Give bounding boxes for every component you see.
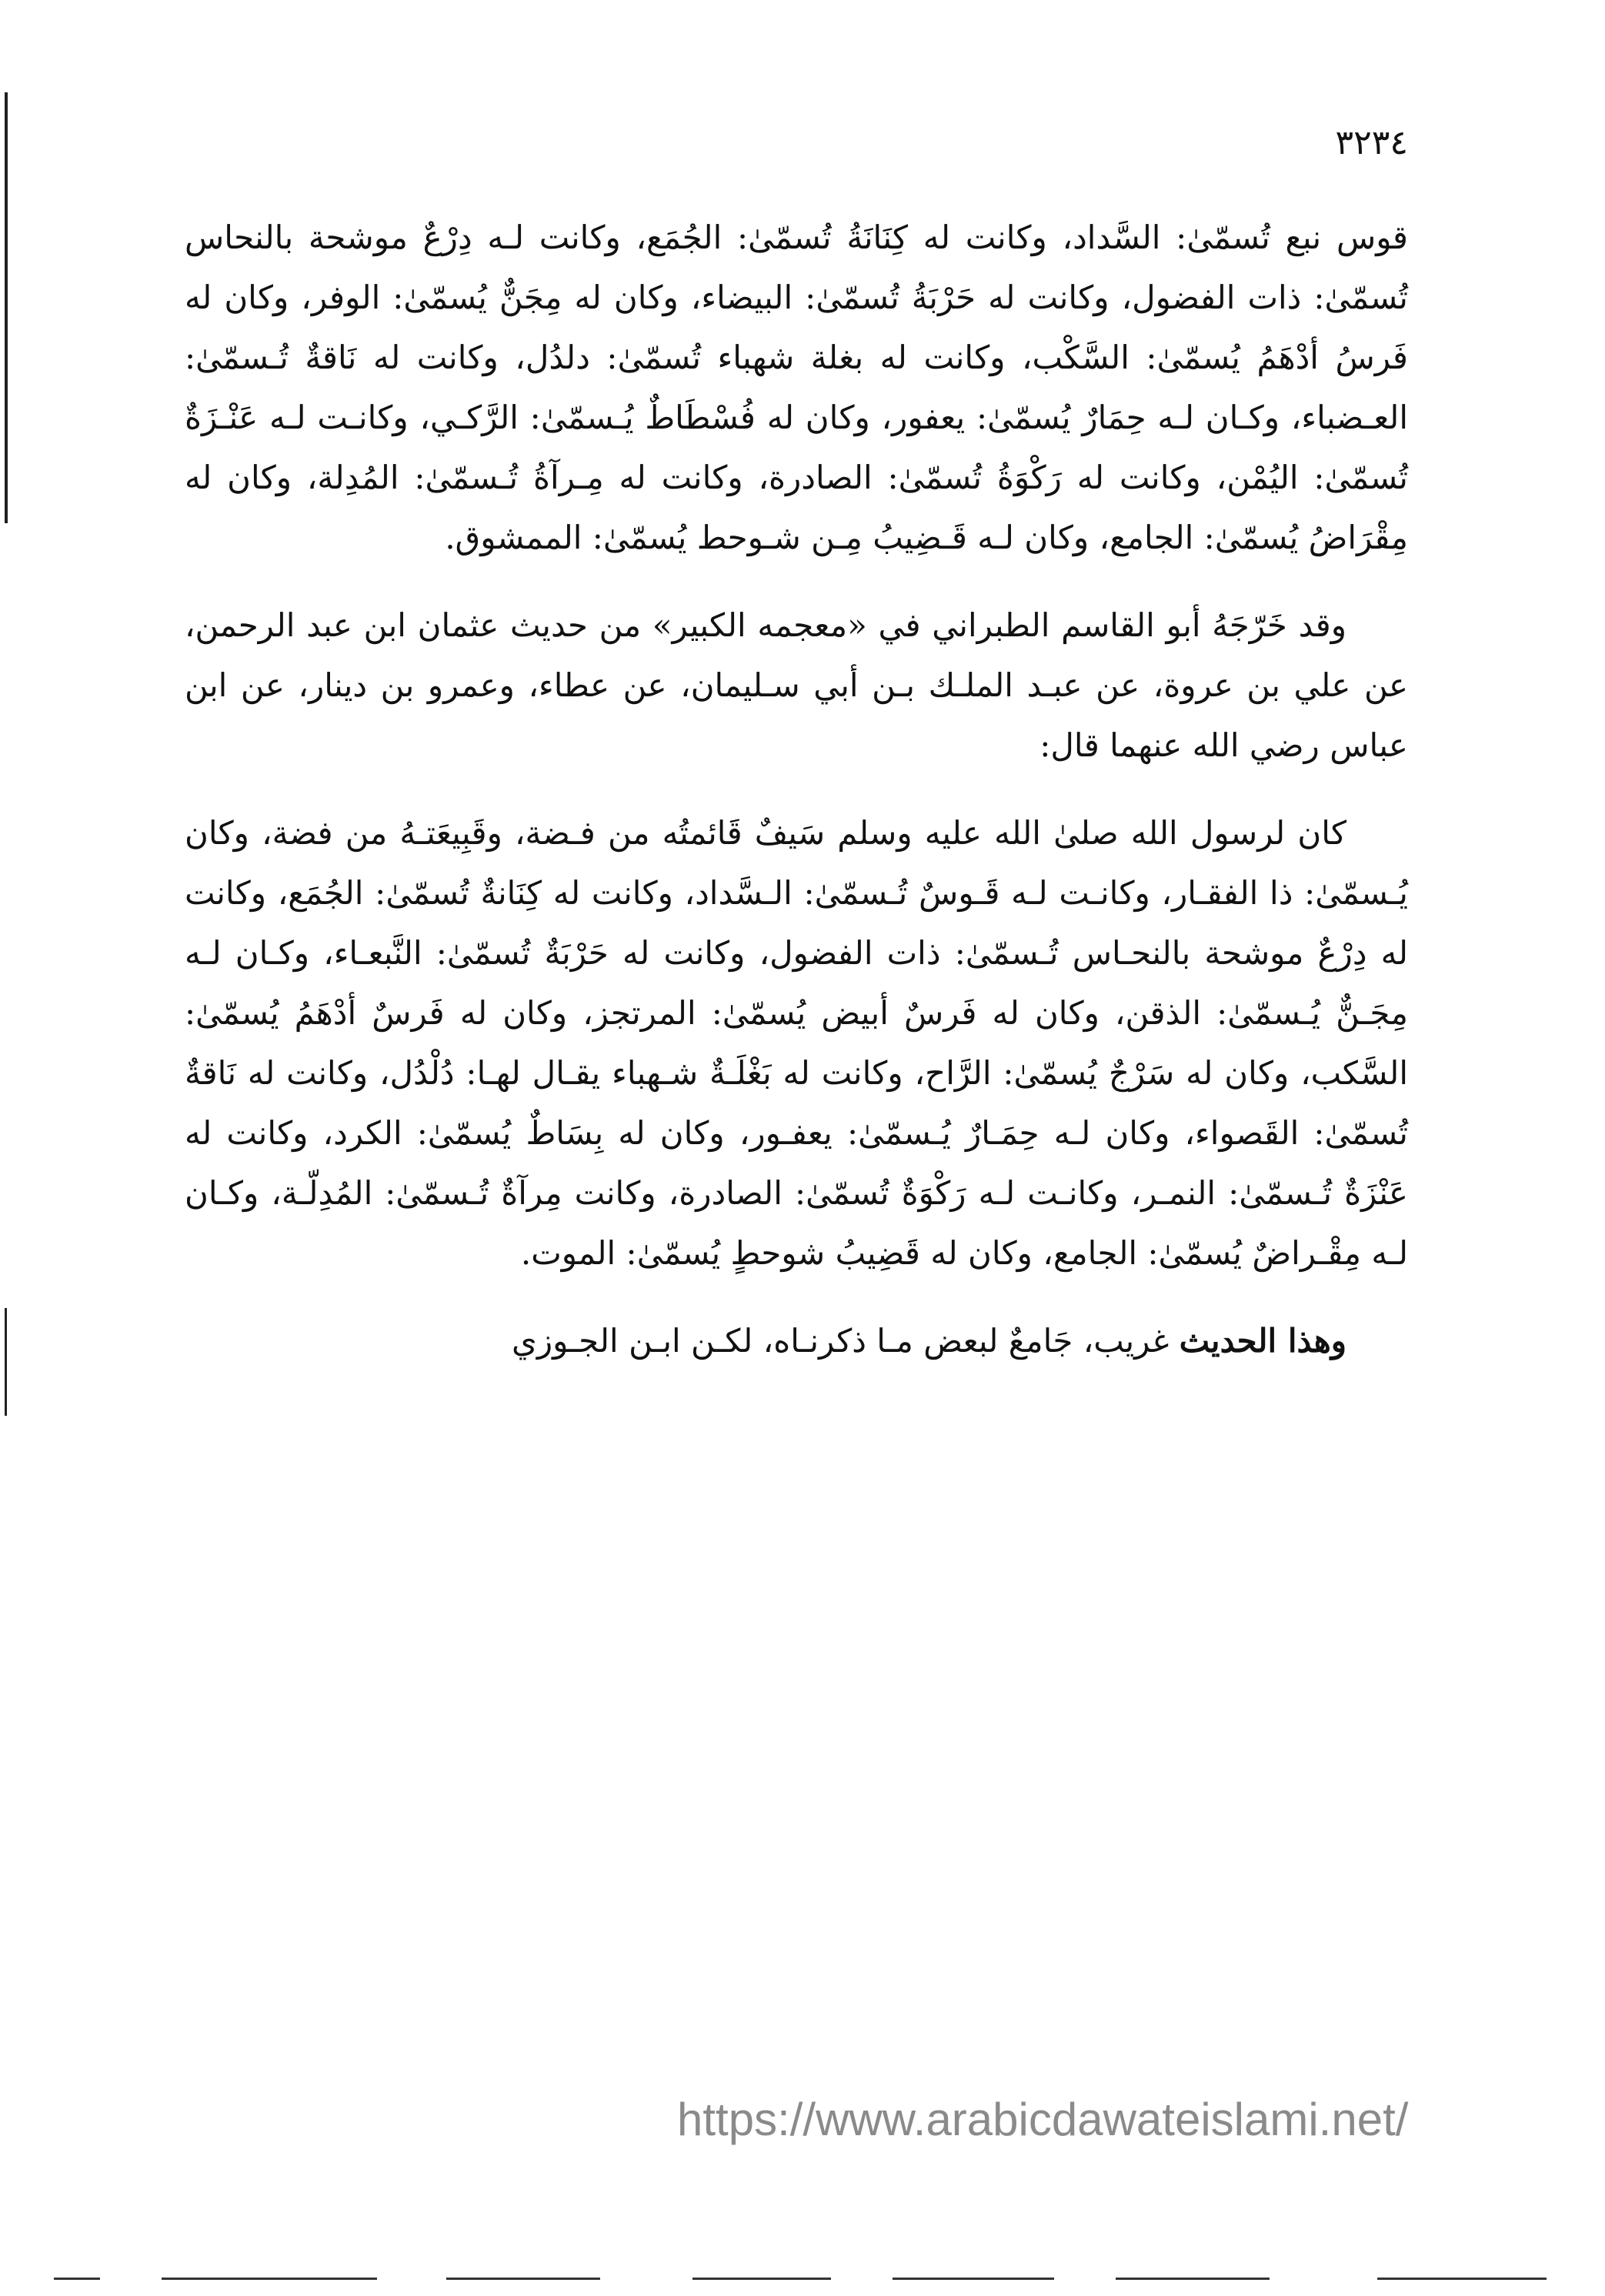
- scan-edge-mark: [5, 1308, 7, 1416]
- bottom-rule: [1377, 2278, 1547, 2280]
- bottom-rule: [446, 2278, 600, 2280]
- paragraph-rest: غريب، جَامعٌ لبعض مـا ذكرنـاه، لكـن ابـن الجـوزي: [511, 1322, 1180, 1360]
- bottom-rule: [54, 2278, 100, 2280]
- bottom-rule: [893, 2278, 1054, 2280]
- paragraph-2: وقد خَرّجَهُ أبو القاسم الطبراني في «معجمه الكبير» من حديث عثمان ابن عبد الرحمن، عن علي بن عروة، عن عبـد الملـك بـن أبي سـليمان، عن عطاء، وعمرو بن دينار، عن ابن عباس رضي الله عنهما قال:: [185, 606, 1408, 764]
- paragraph-1: قوس نبع تُسمّىٰ: السَّداد، وكانت له كِنَانَةُ تُسمّىٰ: الجُمَع، وكانت لـه دِرْعٌ موشحة بالنحاس تُسمّىٰ: ذات الفضول، وكانت له حَرْبَةُ تُسمّىٰ: البيضاء، وكان له مِجَنٌّ يُسمّىٰ: الوفر، وكان له فَرسُ أدْهَمُ يُسمّىٰ: السَّكْب، وكانت له بغلة شهباء تُسمّىٰ: دلدُل، وكانت له نَاقةٌ تُـسمّىٰ: العـضباء، وكـان لـه حِمَارٌ يُسمّىٰ: يعفور، وكان له فُسْطَاطٌ يُـسمّىٰ: الرَّكـي، وكانـت لـه عَنْـزَةٌ تُسمّىٰ: اليُمْن، وكانت له رَكْوَةُ تُسمّىٰ: الصادرة، وكانت له مِـرآةُ تُـسمّىٰ: المُدِلة، وكان له مِقْرَاضُ يُسمّىٰ: الجامع، وكان لـه قَـضِيبُ مِـن شـوحط يُسمّىٰ: الممشوق.: [185, 219, 1408, 556]
- page-number: ٣٢٣٤: [1335, 123, 1408, 162]
- paragraph-3: كان لرسول الله صلىٰ الله عليه وسلم سَيفٌ قَائمتُه من فـضة، وقَبِيعَتـهُ من فضة، وكان يُـسمّىٰ: ذا الفقـار، وكانـت لـه قَـوسٌ تُـسمّىٰ: الـسَّداد، وكانت له كِنَانةٌ تُسمّىٰ: الجُمَع، وكانت له دِرْعٌ موشحة بالنحـاس تُـسمّىٰ: ذات الفضول، وكانت له حَرْبَةٌ تُسمّىٰ: النَّبعـاء، وكـان لـه مِجَـنٌّ يُـسمّىٰ: الذقن، وكان له فَرسٌ أبيض يُسمّىٰ: المرتجز، وكان له فَرسٌ أدْهَمُ يُسمّىٰ: السَّكب، وكان له سَرْجٌ يُسمّىٰ: الرَّاح، وكانت له بَغْلَـةٌ شـهباء يقـال لهـا: دُلْدُل، وكانت له نَاقةٌ تُسمّىٰ: القَصواء، وكان لـه حِمَـارٌ يُـسمّىٰ: يعفـور، وكان له بِسَاطٌ يُسمّىٰ: الكرد، وكانت له عَنْزَةٌ تُـسمّىٰ: النمـر، وكانـت لـه رَكْوَةٌ تُسمّىٰ: الصادرة، وكانت مِرآةٌ تُـسمّىٰ: المُدِلّـة، وكـان لـه مِقْـراضٌ يُسمّىٰ: الجامع، وكان له قَضِيبُ شوحطٍ يُسمّىٰ: الموت.: [185, 814, 1408, 1272]
- bottom-rule: [692, 2278, 831, 2280]
- paragraph-4: [185, 1311, 1408, 1371]
- paragraph-lead: وهذا الحديث: [1179, 1322, 1346, 1360]
- bottom-rule: [1116, 2278, 1270, 2280]
- body-text: [185, 208, 1408, 1399]
- bottom-rule: [162, 2278, 377, 2280]
- scan-edge-mark: [5, 92, 8, 523]
- watermark-url: https://www.arabicdawateislami.net/: [677, 2094, 1409, 2145]
